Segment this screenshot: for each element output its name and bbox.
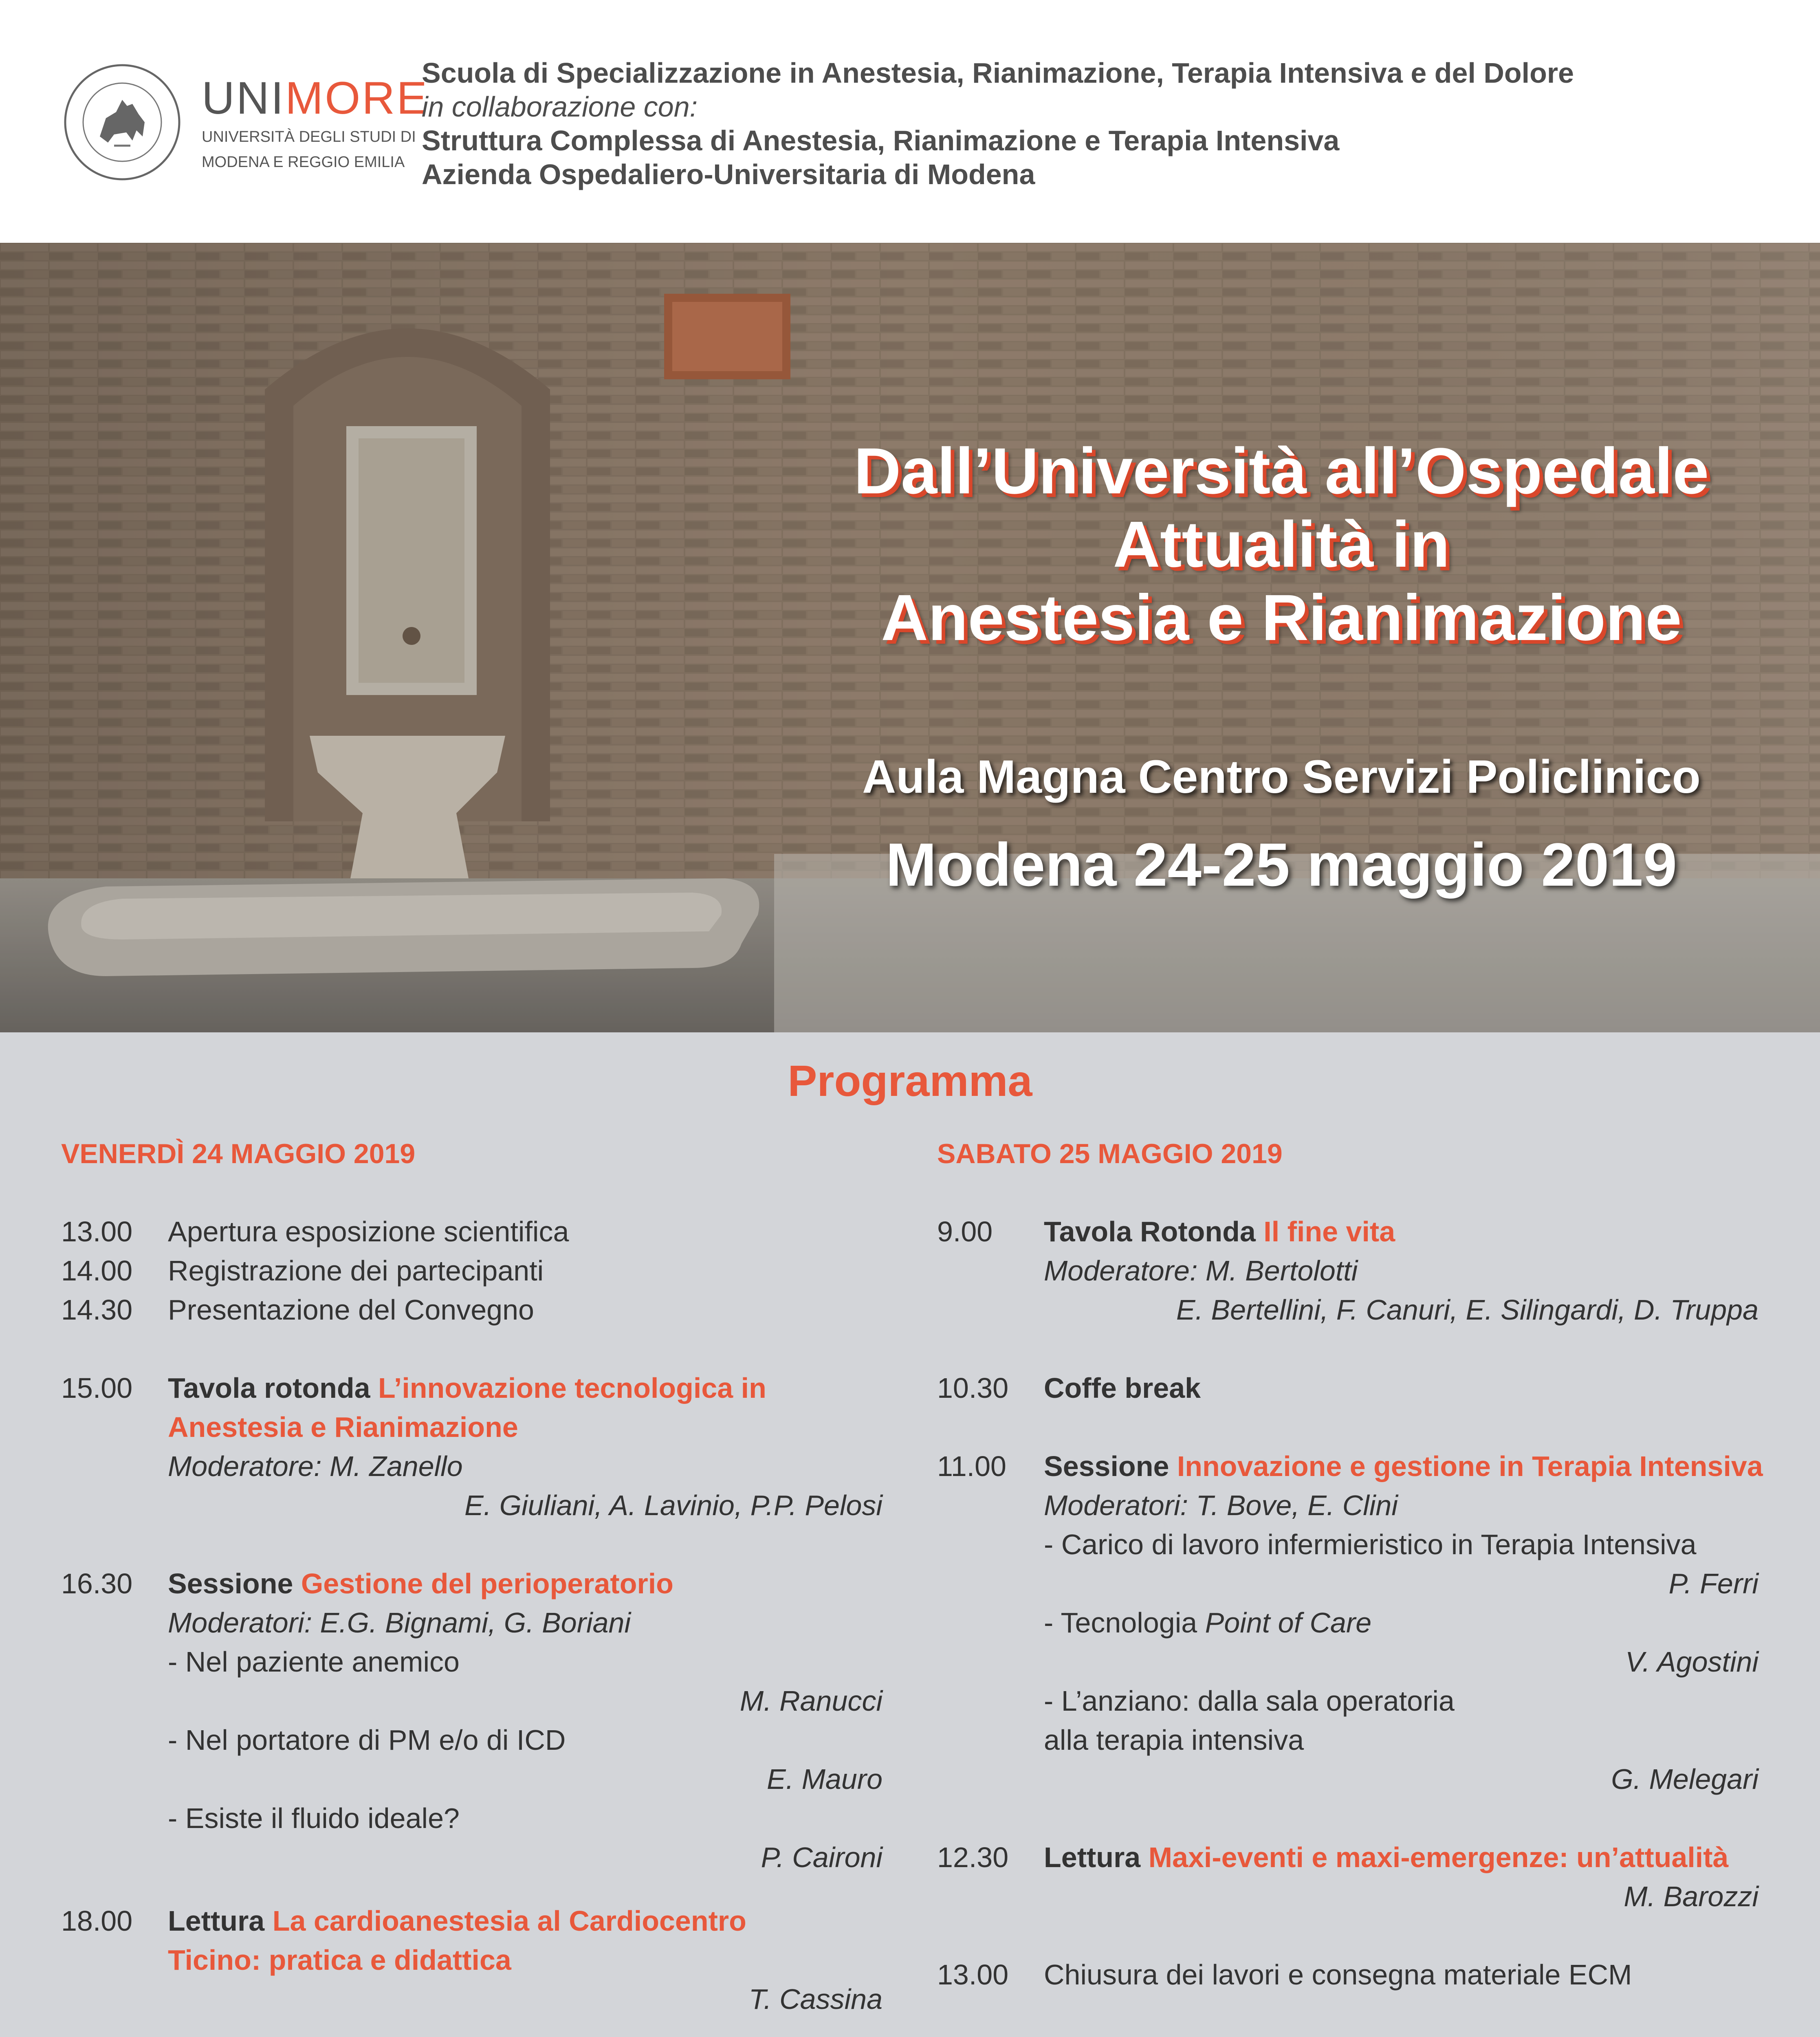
speaker: V. Agostini	[1625, 1646, 1758, 1678]
session-topic: L’innovazione tecnologica in	[378, 1372, 766, 1404]
session-topic: Il fine vita	[1263, 1216, 1395, 1247]
schedule-item	[61, 1901, 882, 2019]
schedule-item	[937, 1212, 1758, 1329]
moderator: Moderatore: M. Zanello	[168, 1450, 463, 1482]
header-line-2: in collaborazione con:	[422, 91, 698, 123]
talk-title: - Nel portatore di PM e/o di ICD	[168, 1724, 566, 1756]
session-topic: Innovazione e gestione in Terapia Intensiva	[1177, 1450, 1763, 1482]
item-text	[1044, 2033, 1758, 2037]
schedule-item	[61, 1368, 882, 1525]
speaker: P. Ferri	[1668, 1568, 1758, 1599]
time: 14.30	[61, 1294, 133, 1326]
talk-title-cont: alla terapia intensiva	[1044, 1724, 1304, 1756]
event-title-line-3: Anestesia e Rianimazione	[881, 581, 1682, 654]
schedule-item	[937, 1447, 1763, 1799]
speaker: M. Ranucci	[739, 1685, 882, 1717]
logo-subtitle-1: UNIVERSITÀ DEGLI STUDI DI	[202, 128, 416, 145]
item-text: Chiusura dei lavori e consegna materiale ECM	[1044, 1959, 1632, 1991]
session-topic: La cardioanestesia al Cardiocentro	[272, 1905, 746, 1937]
event-title	[701, 434, 1820, 654]
time: 9.00	[937, 1216, 993, 1247]
university-seal-logo	[61, 61, 183, 183]
schedule-item	[61, 1212, 882, 1251]
time: 10.30	[937, 1372, 1009, 1404]
saturday-heading: SABATO 25 MAGGIO 2019	[937, 1138, 1283, 1169]
time: 16.30	[61, 1568, 133, 1599]
item-text: Presentazione del Convegno	[168, 1294, 534, 1326]
hero-banner	[0, 243, 1820, 1032]
session-kind: Tavola Rotonda	[1044, 1216, 1256, 1247]
session-topic-cont: Anestesia e Rianimazione	[168, 1411, 518, 1443]
schedule-item	[61, 1251, 882, 1290]
session-kind: Lettura	[1044, 1841, 1141, 1873]
item-text: Coffe break	[1044, 1372, 1201, 1404]
header-line-3: Struttura Complessa di Anestesia, Rianimazione e Terapia Intensiva	[422, 125, 1340, 156]
session-topic: Gestione del perioperatorio	[301, 1568, 673, 1599]
item-text: Registrazione dei partecipanti	[168, 1255, 544, 1287]
speaker: T. Cassina	[748, 1983, 882, 2015]
moderator: Moderatori: T. Bove, E. Clini	[1044, 1489, 1398, 1521]
speakers: E. Giuliani, A. Lavinio, P.P. Pelosi	[464, 1489, 882, 1521]
moderator: Moderatore: M. Bertolotti	[1044, 1255, 1358, 1287]
logo-subtitle-2: MODENA E REGGIO EMILIA	[202, 153, 405, 171]
time	[937, 2033, 1008, 2037]
session-kind: Sessione	[168, 1568, 293, 1599]
header	[0, 0, 1820, 243]
session-kind: Lettura	[168, 1905, 265, 1937]
time: 11.00	[937, 1450, 1006, 1482]
session-kind: Sessione	[1044, 1450, 1169, 1482]
event-date: Modena 24-25 maggio 2019	[885, 830, 1677, 899]
time: 15.00	[61, 1372, 133, 1404]
speaker: M. Barozzi	[1624, 1881, 1758, 1912]
session-topic-cont: Ticino: pratica e didattica	[168, 1944, 511, 1976]
header-institutions	[422, 56, 1799, 191]
schedule-item	[937, 2033, 1758, 2037]
unimore-logo	[202, 73, 429, 171]
talk-title: - Esiste il fluido ideale?	[168, 1802, 460, 1834]
talk-title: - Tecnologia Point of Care	[1044, 1607, 1372, 1639]
event-venue: Aula Magna Centro Servizi Policlinico	[862, 751, 1701, 803]
header-line-4: Azienda Ospedaliero-Universitaria di Modena	[422, 158, 1035, 190]
time: 14.00	[61, 1255, 133, 1287]
time: 13.00	[937, 1959, 1009, 1991]
programme-section	[0, 1032, 1820, 2037]
schedule-item	[937, 1955, 1758, 1994]
friday-heading: VENERDÌ 24 MAGGIO 2019	[61, 1138, 416, 1169]
speaker: E. Mauro	[767, 1763, 882, 1795]
talk-title: - Carico di lavoro infermieristico in Terapia Intensiva	[1044, 1529, 1697, 1560]
schedule-item	[61, 1290, 882, 1329]
time: 18.00	[61, 1905, 133, 1937]
session-topic: Maxi-eventi e maxi-emergenze: un’attualità	[1148, 1841, 1729, 1873]
schedule-item	[937, 1368, 1758, 1408]
event-title-line-1: Dall’Università all’Ospedale	[854, 434, 1709, 507]
saturday-column	[937, 1134, 1763, 2037]
speakers: E. Bertellini, F. Canuri, E. Silingardi, D. Truppa	[1176, 1294, 1758, 1326]
time: 12.30	[937, 1841, 1009, 1873]
event-title-line-2: Attualità in	[1113, 508, 1450, 581]
talk-title: - L’anziano: dalla sala operatoria	[1044, 1685, 1455, 1717]
speaker: P. Caironi	[761, 1841, 882, 1873]
schedule-item	[61, 1564, 882, 1877]
friday-column	[61, 1134, 882, 2037]
header-line-1: Scuola di Specializzazione in Anestesia, Rianimazione, Terapia Intensiva e del Dolore	[422, 57, 1574, 89]
item-text: Apertura esposizione scientifica	[168, 1216, 569, 1247]
time: 13.00	[61, 1216, 133, 1247]
session-kind: Tavola rotonda	[168, 1372, 370, 1404]
programme-title: Programma	[788, 1056, 1032, 1105]
speaker: G. Melegari	[1611, 1763, 1758, 1795]
talk-title: - Nel paziente anemico	[168, 1646, 460, 1678]
schedule-item	[937, 1838, 1758, 1916]
moderator: Moderatori: E.G. Bignami, G. Boriani	[168, 1607, 631, 1639]
unimore-wordmark: UNIMORE	[202, 73, 429, 123]
